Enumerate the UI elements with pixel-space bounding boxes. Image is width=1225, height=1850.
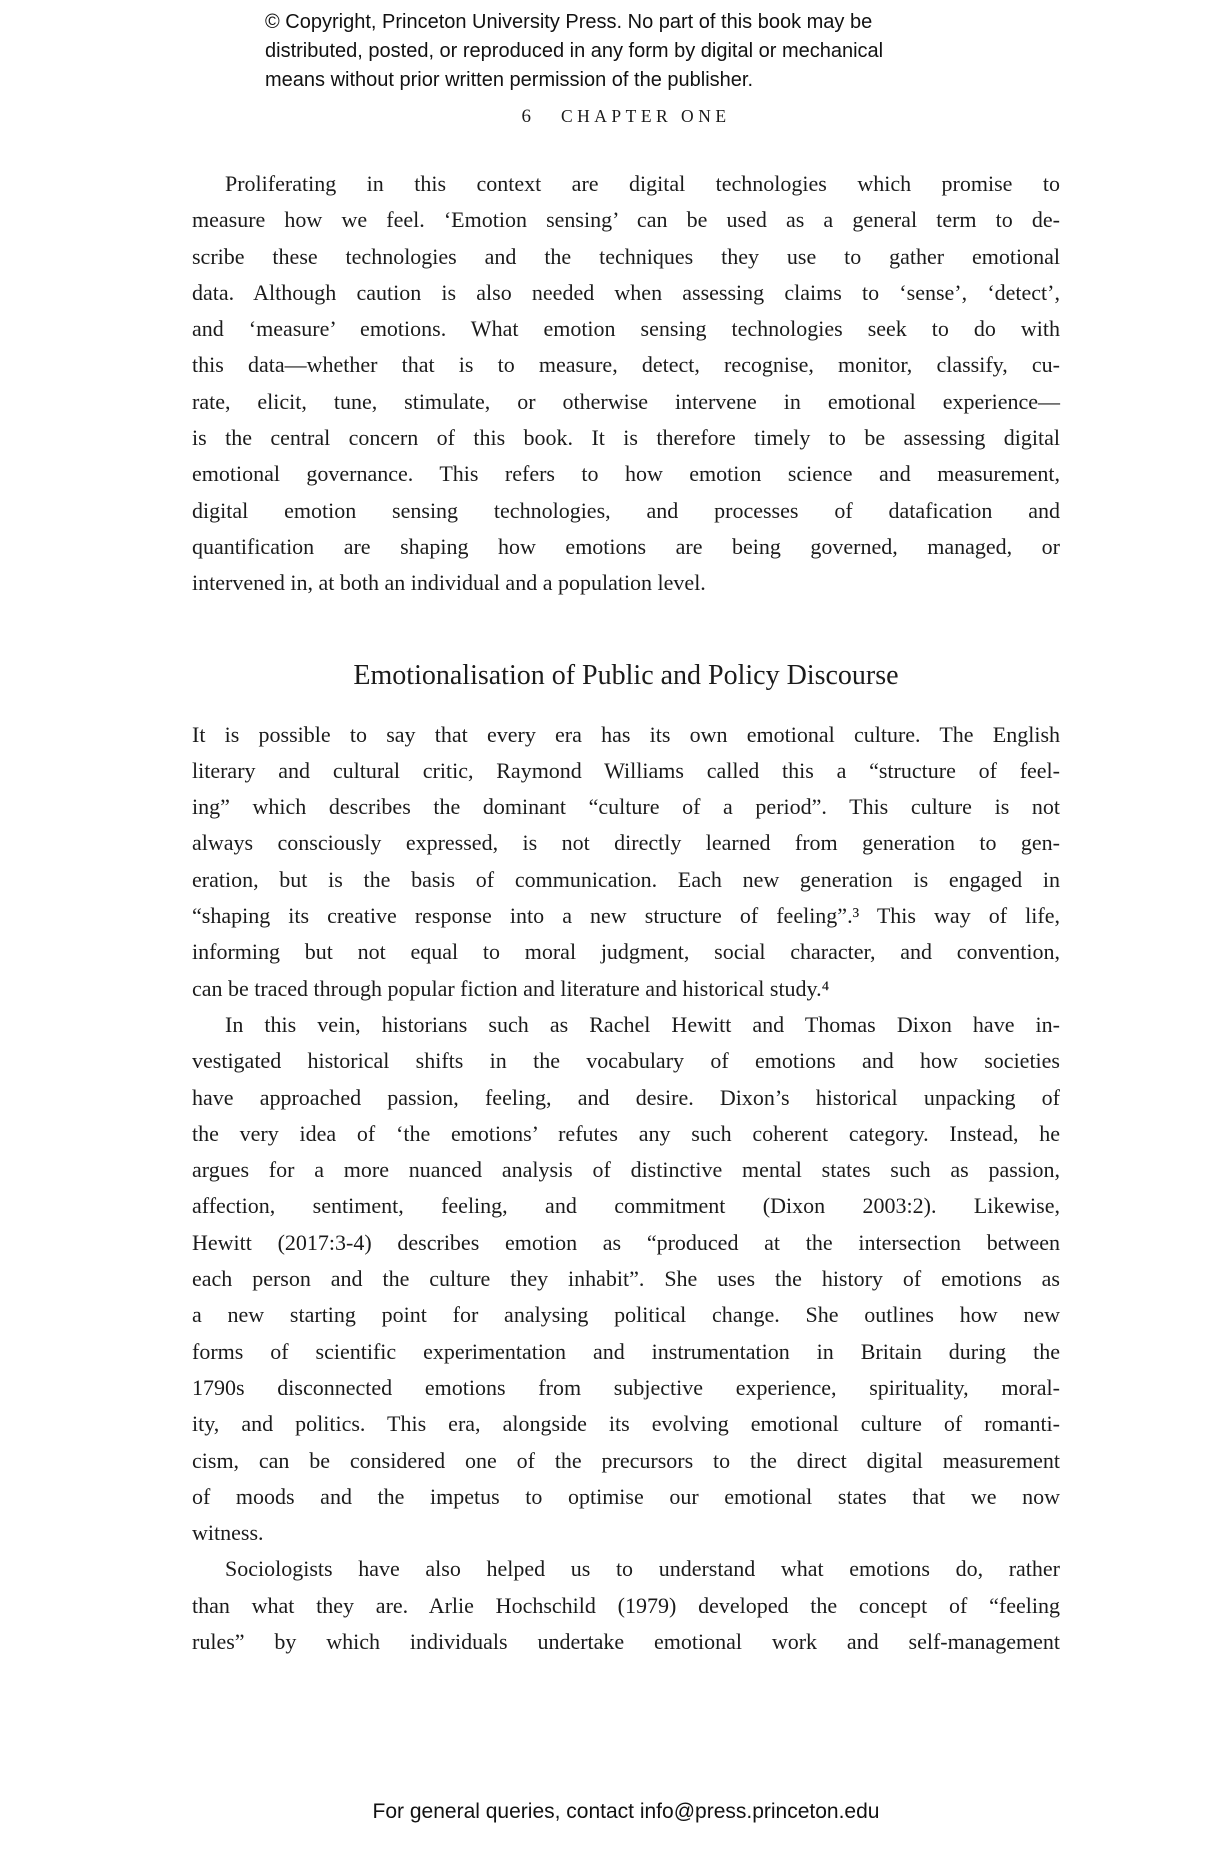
text-line: Proliferating in this context are digital technologies which promise to [225,171,1060,196]
page-number: 6 [521,106,531,127]
text-line: a new starting point for analysing political change. She outlines how new [192,1302,1060,1328]
text-line: literary and cultural critic, Raymond Williams called this a “structure of feel- [192,757,1060,783]
text-line: rules” by which individuals undertake emotional work and self-management [192,1628,1060,1654]
text-line: of moods and the impetus to optimise our emotional states that we now [192,1483,1060,1509]
copyright-line: distributed, posted, or reproduced in any form by digital or mechanical [265,40,884,62]
text-line: have approached passion, feeling, and desire. Dixon’s historical unpacking of [192,1084,1060,1110]
running-header [192,106,1060,128]
text-line: 1790s disconnected emotions from subjective experience, spirituality, moral- [192,1374,1060,1400]
text-line: ing” which describes the dominant “culture of a period”. This culture is not [192,794,1060,820]
text-line: eration, but is the basis of communication. Each new generation is engaged in [192,866,1060,892]
text-line: can be traced through popular fiction and literature and historical study.⁴ [192,975,830,1001]
body-paragraph [192,1551,1060,1660]
footer-contact-text: For general queries, contact info@press.princeton.edu [372,1800,880,1823]
text-line: data. Although caution is also needed when assessing claims to ‘sense’, ‘detect’, [192,279,1060,305]
text-line: and ‘measure’ emotions. What emotion sensing technologies seek to do with [192,316,1060,342]
text-line: always consciously expressed, is not directly learned from generation to gen- [192,830,1060,856]
text-line: ity, and politics. This era, alongside its evolving emotional culture of romanti- [192,1411,1060,1437]
text-line: witness. [192,1520,264,1546]
text-line: “shaping its creative response into a new structure of feeling”.³ This way of life, [192,903,1060,929]
text-line: It is possible to say that every era has its own emotional culture. The English [192,721,1060,747]
text-line: this data—whether that is to measure, detect, recognise, monitor, classify, cu- [192,352,1060,378]
body-paragraph [192,1007,1060,1551]
text-line: affection, sentiment, feeling, and commitment (Dixon 2003:2). Likewise, [192,1193,1060,1219]
copyright-line: means without prior written permission of the publisher. [265,69,754,91]
text-line: Sociologists have also helped us to understand what emotions do, rather [225,1556,1060,1582]
chapter-title: CHAPTER ONE [560,106,731,126]
text-line: intervened in, at both an individual and a population level. [192,570,706,596]
text-line: forms of scientific experimentation and instrumentation in Britain during the [192,1338,1060,1364]
body-paragraph [192,717,1060,1007]
text-line: informing but not equal to moral judgment, social character, and convention, [192,939,1060,965]
text-line: quantification are shaping how emotions are being governed, managed, or [192,533,1060,559]
text-line: measure how we feel. ‘Emotion sensing’ can be used as a general term to de- [192,207,1060,233]
text-line: digital emotion sensing technologies, and processes of datafication and [192,497,1060,523]
copyright-notice [265,8,883,95]
text-line: emotional governance. This refers to how emotion science and measurement, [192,461,1060,487]
body-paragraph [192,166,1060,602]
text-line: than what they are. Arlie Hochschild (1979) developed the concept of “feeling [192,1592,1060,1618]
text-line: is the central concern of this book. It is therefore timely to be assessing digital [192,425,1060,451]
text-line: each person and the culture they inhabit”. She uses the history of emotions as [192,1266,1060,1292]
text-line: In this vein, historians such as Rachel Hewitt and Thomas Dixon have in- [225,1011,1060,1037]
text-line: scribe these technologies and the techniques they use to gather emotional [192,243,1060,269]
copyright-line: © Copyright, Princeton University Press. No part of this book may be [265,11,873,33]
text-line: vestigated historical shifts in the vocabulary of emotions and how societies [192,1048,1060,1074]
text-line: argues for a more nuanced analysis of distinctive mental states such as passion, [192,1157,1060,1183]
section-heading: Emotionalisation of Public and Policy Discourse [353,659,899,691]
text-line: cism, can be considered one of the precursors to the direct digital measurement [192,1447,1060,1473]
text-line: Hewitt (2017:3-4) describes emotion as “produced at the intersection between [192,1229,1060,1255]
body-content [192,166,1060,1660]
text-line: rate, elicit, tune, stimulate, or otherwise intervene in emotional experience— [192,388,1060,414]
text-line: the very idea of ‘the emotions’ refutes any such coherent category. Instead, he [192,1120,1060,1146]
